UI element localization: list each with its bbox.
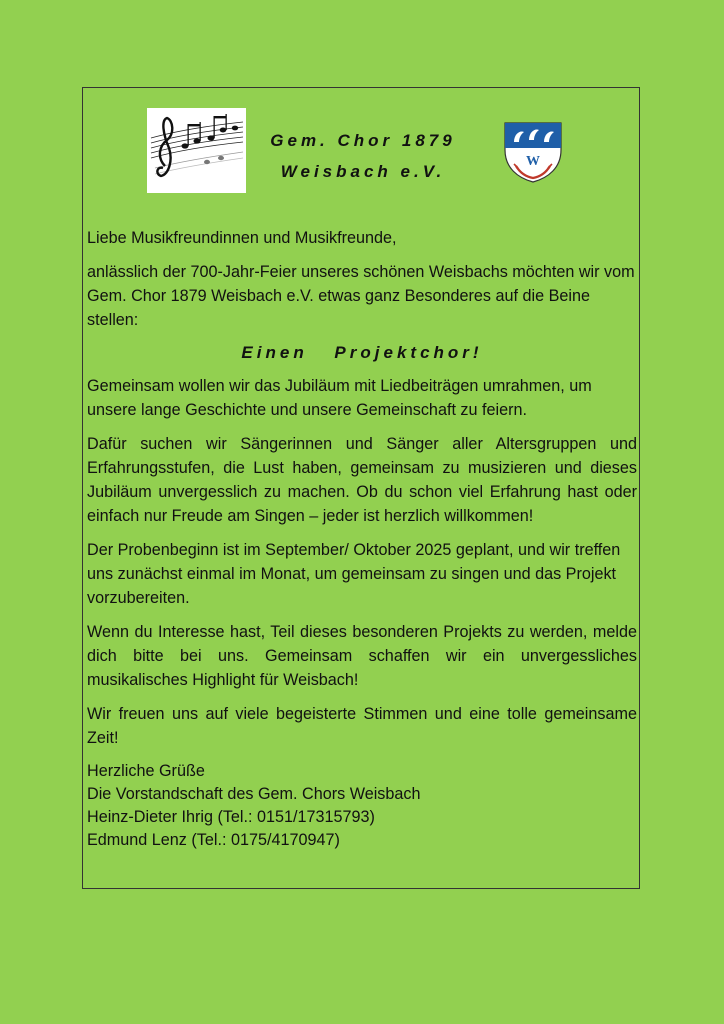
contact-heinz-dieter-ihrig: Heinz-Dieter Ihrig (Tel.: 0151/17315793) xyxy=(87,808,375,826)
closing-regards: Herzliche Grüße xyxy=(87,762,205,780)
paragraph-contact-invitation: Wenn du Interesse hast, Teil dieses besonderen Projekts zu werden, melde dich bitte bei uns. Gemeinsam schaffen wir ein unvergessliches musikalisches Highlight für Weisbach! xyxy=(87,623,637,689)
paragraph-singers-wanted: Dafür suchen wir Sängerinnen und Sänger aller Altersgruppen und Erfahrungsstufen, die Lust haben, gemeinsam zu musizieren und dieses Jubiläum unvergesslich zu machen. Ob du schon viel Erfahrung hast oder einfach nur Freude am Singen – jeder ist herzlich willkommen! xyxy=(87,435,637,525)
project-choir-headline: Einen Projektchor! xyxy=(241,343,483,362)
club-name xyxy=(253,125,473,187)
paragraph-rehearsal-start: Der Probenbeginn ist im September/ Oktober 2025 geplant, und wir treffen uns zunächst einmal im Monat, um gemeinsam zu singen und das Projekt vorzubereiten. xyxy=(87,541,621,607)
letter-body xyxy=(87,226,637,852)
flyer-frame xyxy=(82,87,640,889)
closing-signature: Die Vorstandschaft des Gem. Chors Weisbach xyxy=(87,785,421,803)
greeting: Liebe Musikfreundinnen und Musikfreunde, xyxy=(87,229,397,247)
weisbach-crest xyxy=(502,120,564,184)
closing-block xyxy=(87,760,637,852)
club-name-line1: Gem. Chor 1879 xyxy=(270,131,456,150)
coat-of-arms-icon xyxy=(502,120,564,184)
paragraph-looking-forward: Wir freuen uns auf viele begeisterte Stimmen und eine tolle gemeinsame Zeit! xyxy=(87,705,637,747)
crest-letter: W xyxy=(526,154,540,169)
contact-edmund-lenz: Edmund Lenz (Tel.: 0175/4170947) xyxy=(87,831,340,849)
club-name-line2: Weisbach e.V. xyxy=(280,162,446,181)
paragraph-anniversary: Gemeinsam wollen wir das Jubiläum mit Liedbeiträgen umrahmen, um unsere lange Geschichte und unsere Gemeinschaft zu feiern. xyxy=(87,377,592,419)
music-notes-icon xyxy=(147,108,246,193)
music-notes-logo xyxy=(147,108,246,193)
intro-paragraph: anlässlich der 700-Jahr-Feier unseres schönen Weisbachs möchten wir vom Gem. Chor 1879 Weisbach e.V. etwas ganz Besonderes auf die Beine stellen: xyxy=(87,263,635,329)
